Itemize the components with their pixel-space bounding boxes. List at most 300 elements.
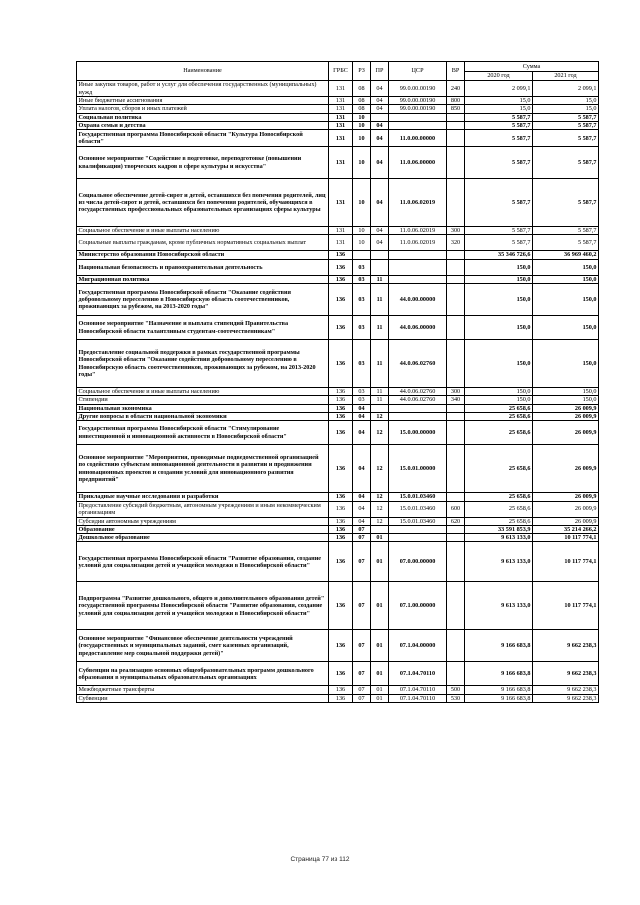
cell-rz: 03 <box>353 388 371 396</box>
cell-vr <box>447 284 465 316</box>
cell-csr: 07.1.00.00000 <box>389 582 447 630</box>
cell-csr <box>389 534 447 542</box>
cell-csr: 07.1.04.70110 <box>389 662 447 686</box>
cell-grbs: 131 <box>329 113 353 121</box>
cell-v2021: 150,0 <box>533 388 599 396</box>
cell-pr: 04 <box>371 105 389 113</box>
cell-csr <box>389 404 447 412</box>
cell-vr: 240 <box>447 81 465 97</box>
cell-rz: 03 <box>353 396 371 404</box>
table-row <box>77 97 599 105</box>
cell-v2020: 5 587,7 <box>465 130 533 147</box>
cell-name: Национальная безопасность и правоохранительная деятельность <box>77 259 329 275</box>
header-sum: Сумма <box>465 62 599 72</box>
cell-v2020: 5 587,7 <box>465 121 533 129</box>
cell-grbs: 136 <box>329 534 353 542</box>
cell-v2020: 9 613 133,0 <box>465 534 533 542</box>
cell-v2021: 150,0 <box>533 340 599 388</box>
cell-vr <box>447 412 465 420</box>
cell-rz: 10 <box>353 147 371 179</box>
cell-v2021: 15,0 <box>533 105 599 113</box>
cell-grbs: 131 <box>329 105 353 113</box>
cell-grbs: 131 <box>329 235 353 251</box>
cell-name: Государственная программа Новосибирской области "Стимулирование инвестиционной и инновационной активности в Новосибирской области" <box>77 421 329 445</box>
cell-v2021: 2 099,1 <box>533 81 599 97</box>
cell-v2020: 25 658,6 <box>465 517 533 525</box>
cell-name: Предоставление субсидий бюджетным, автономным учреждениям и иным некоммерческим организациям <box>77 501 329 517</box>
cell-grbs: 136 <box>329 542 353 582</box>
cell-vr: 320 <box>447 235 465 251</box>
cell-grbs: 136 <box>329 517 353 525</box>
cell-pr: 11 <box>371 396 389 404</box>
cell-rz: 07 <box>353 686 371 694</box>
cell-v2020: 25 658,6 <box>465 445 533 493</box>
cell-name: Прикладные научные исследования и разработки <box>77 493 329 501</box>
cell-name: Образование <box>77 525 329 533</box>
cell-name: Государственная программа Новосибирской области "Культура Новосибирской области" <box>77 130 329 147</box>
cell-vr <box>447 445 465 493</box>
cell-grbs: 136 <box>329 630 353 662</box>
cell-v2020: 2 099,1 <box>465 81 533 97</box>
cell-vr <box>447 582 465 630</box>
cell-rz: 03 <box>353 340 371 388</box>
cell-v2020: 5 587,7 <box>465 235 533 251</box>
cell-vr <box>447 251 465 259</box>
cell-name: Субвенции <box>77 694 329 702</box>
cell-vr <box>447 525 465 533</box>
cell-name: Иные бюджетные ассигнования <box>77 97 329 105</box>
cell-v2020: 5 587,7 <box>465 147 533 179</box>
cell-pr <box>371 113 389 121</box>
cell-grbs: 136 <box>329 445 353 493</box>
cell-pr: 01 <box>371 630 389 662</box>
cell-v2020: 15,0 <box>465 105 533 113</box>
cell-vr <box>447 275 465 283</box>
cell-vr <box>447 259 465 275</box>
cell-pr <box>371 251 389 259</box>
cell-pr: 12 <box>371 412 389 420</box>
cell-csr <box>389 113 447 121</box>
header-vr: ВР <box>447 62 465 81</box>
cell-rz <box>353 251 371 259</box>
cell-rz: 03 <box>353 275 371 283</box>
cell-rz: 07 <box>353 534 371 542</box>
cell-name: Основное мероприятие "Назначение и выплата стипендий Правительства Новосибирской области талантливым студентам-соотечественникам" <box>77 316 329 340</box>
table-row <box>77 130 599 147</box>
cell-grbs: 136 <box>329 396 353 404</box>
cell-csr: 15.0.01.00000 <box>389 445 447 493</box>
cell-rz: 03 <box>353 316 371 340</box>
table-row <box>77 582 599 630</box>
header-year-2020: 2020 год <box>465 72 533 81</box>
cell-pr <box>371 525 389 533</box>
cell-rz: 07 <box>353 525 371 533</box>
cell-v2021: 5 587,7 <box>533 130 599 147</box>
header-csr: ЦСР <box>389 62 447 81</box>
table-row <box>77 534 599 542</box>
cell-csr: 07.1.04.70110 <box>389 686 447 694</box>
table-row <box>77 388 599 396</box>
cell-v2021: 150,0 <box>533 396 599 404</box>
cell-v2021: 9 662 238,3 <box>533 686 599 694</box>
cell-rz: 04 <box>353 493 371 501</box>
cell-grbs: 131 <box>329 130 353 147</box>
page-number: Страница 77 из 112 <box>290 856 350 863</box>
cell-csr <box>389 275 447 283</box>
cell-name: Стипендии <box>77 396 329 404</box>
cell-pr: 04 <box>371 97 389 105</box>
cell-rz: 10 <box>353 179 371 227</box>
table-row <box>77 179 599 227</box>
cell-name: Субсидии автономным учреждениям <box>77 517 329 525</box>
cell-rz: 03 <box>353 259 371 275</box>
cell-csr: 99.0.00.00190 <box>389 81 447 97</box>
cell-grbs: 136 <box>329 582 353 630</box>
cell-v2021: 26 009,9 <box>533 421 599 445</box>
cell-vr <box>447 534 465 542</box>
cell-v2021: 26 009,9 <box>533 445 599 493</box>
cell-csr: 07.1.04.70110 <box>389 694 447 702</box>
cell-v2021: 9 662 238,3 <box>533 694 599 702</box>
cell-v2021: 5 587,7 <box>533 147 599 179</box>
cell-csr: 11.0.06.02019 <box>389 227 447 235</box>
cell-rz: 04 <box>353 412 371 420</box>
table-row <box>77 493 599 501</box>
cell-pr: 04 <box>371 235 389 251</box>
cell-grbs: 136 <box>329 662 353 686</box>
table-row <box>77 316 599 340</box>
cell-grbs: 131 <box>329 147 353 179</box>
cell-grbs: 136 <box>329 421 353 445</box>
cell-csr: 44.0.06.02760 <box>389 388 447 396</box>
table-row <box>77 81 599 97</box>
table-row <box>77 694 599 702</box>
cell-vr: 300 <box>447 227 465 235</box>
cell-vr: 850 <box>447 105 465 113</box>
cell-name: Дошкольное образование <box>77 534 329 542</box>
cell-rz: 04 <box>353 421 371 445</box>
cell-csr: 11.0.06.00000 <box>389 147 447 179</box>
cell-name: Государственная программа Новосибирской области "Развитие образования, создание условий для социализации детей и учащейся молодежи в Новосибирской области" <box>77 542 329 582</box>
table-row <box>77 412 599 420</box>
cell-vr <box>447 542 465 582</box>
cell-name: Субвенции на реализацию основных общеобразовательных программ дошкольного образования в муниципальных образовательных организациях <box>77 662 329 686</box>
cell-pr: 11 <box>371 284 389 316</box>
table-row <box>77 542 599 582</box>
cell-name: Уплата налогов, сборов и иных платежей <box>77 105 329 113</box>
cell-rz: 08 <box>353 81 371 97</box>
cell-pr: 04 <box>371 81 389 97</box>
cell-pr: 11 <box>371 316 389 340</box>
cell-v2021: 9 662 238,3 <box>533 662 599 686</box>
cell-pr: 04 <box>371 130 389 147</box>
budget-table <box>76 61 599 703</box>
cell-name: Министерство образования Новосибирской области <box>77 251 329 259</box>
cell-rz: 07 <box>353 630 371 662</box>
cell-v2021: 15,0 <box>533 97 599 105</box>
cell-pr: 01 <box>371 534 389 542</box>
cell-pr: 11 <box>371 340 389 388</box>
cell-v2021: 26 009,9 <box>533 412 599 420</box>
cell-grbs: 136 <box>329 412 353 420</box>
cell-v2021: 10 117 774,1 <box>533 542 599 582</box>
cell-v2020: 25 658,6 <box>465 501 533 517</box>
cell-rz: 10 <box>353 130 371 147</box>
cell-vr <box>447 130 465 147</box>
cell-name: Основное мероприятие "Мероприятия, проводимые подведомственной организацией по содействию субъектам инновационной деятельности в развитии и продвижении инновационных проектов и создании условий для инновационного развития предприятий" <box>77 445 329 493</box>
cell-v2020: 5 587,7 <box>465 113 533 121</box>
cell-grbs: 136 <box>329 525 353 533</box>
cell-vr <box>447 662 465 686</box>
cell-v2020: 150,0 <box>465 275 533 283</box>
cell-rz: 10 <box>353 121 371 129</box>
cell-csr <box>389 121 447 129</box>
cell-rz: 04 <box>353 517 371 525</box>
table-row <box>77 501 599 517</box>
cell-v2020: 9 166 683,8 <box>465 662 533 686</box>
cell-pr: 01 <box>371 542 389 582</box>
cell-vr <box>447 316 465 340</box>
cell-name: Социальное обеспечение детей-сирот и детей, оставшихся без попечения родителей, лиц из числа детей-сирот и детей, оставшихся без попечения родителей, обучающихся в государственных профессиональных образовательных организациях сферы культуры <box>77 179 329 227</box>
cell-v2020: 150,0 <box>465 396 533 404</box>
cell-pr: 01 <box>371 686 389 694</box>
table-row <box>77 396 599 404</box>
header-rz: РЗ <box>353 62 371 81</box>
cell-pr <box>371 259 389 275</box>
cell-v2020: 9 166 683,8 <box>465 686 533 694</box>
cell-v2021: 5 587,7 <box>533 121 599 129</box>
cell-v2020: 25 658,6 <box>465 421 533 445</box>
cell-pr: 12 <box>371 493 389 501</box>
cell-v2020: 150,0 <box>465 284 533 316</box>
cell-csr: 15.0.01.03460 <box>389 501 447 517</box>
cell-v2020: 150,0 <box>465 316 533 340</box>
table-row <box>77 517 599 525</box>
cell-v2020: 5 587,7 <box>465 227 533 235</box>
cell-v2020: 25 658,6 <box>465 412 533 420</box>
cell-pr: 01 <box>371 694 389 702</box>
table-row <box>77 113 599 121</box>
cell-grbs: 131 <box>329 227 353 235</box>
cell-grbs: 131 <box>329 179 353 227</box>
cell-v2021: 26 009,9 <box>533 493 599 501</box>
cell-v2021: 26 009,9 <box>533 501 599 517</box>
cell-name: Социальное обеспечение и иные выплаты населению <box>77 388 329 396</box>
cell-v2021: 26 009,9 <box>533 404 599 412</box>
cell-csr: 11.0.06.02019 <box>389 235 447 251</box>
cell-v2020: 9 166 683,8 <box>465 630 533 662</box>
cell-pr: 11 <box>371 275 389 283</box>
cell-v2021: 36 969 460,2 <box>533 251 599 259</box>
cell-pr: 04 <box>371 179 389 227</box>
table-row <box>77 147 599 179</box>
cell-v2020: 150,0 <box>465 340 533 388</box>
table-row <box>77 235 599 251</box>
cell-rz: 04 <box>353 404 371 412</box>
header-year-2021: 2021 год <box>533 72 599 81</box>
cell-grbs: 136 <box>329 686 353 694</box>
cell-v2021: 5 587,7 <box>533 235 599 251</box>
cell-v2021: 5 587,7 <box>533 227 599 235</box>
cell-v2021: 9 662 238,3 <box>533 630 599 662</box>
cell-csr: 11.0.00.00000 <box>389 130 447 147</box>
header-grbs: ГРБС <box>329 62 353 81</box>
table-body <box>77 81 599 703</box>
cell-grbs: 131 <box>329 81 353 97</box>
cell-name: Основное мероприятие "Содействие в подготовке, переподготовке (повышении квалификации) творческих кадров в сфере культуры и искусства" <box>77 147 329 179</box>
cell-csr <box>389 412 447 420</box>
cell-name: Социальная политика <box>77 113 329 121</box>
cell-rz: 10 <box>353 227 371 235</box>
cell-pr: 12 <box>371 445 389 493</box>
cell-v2021: 150,0 <box>533 275 599 283</box>
cell-rz: 03 <box>353 284 371 316</box>
table-row <box>77 525 599 533</box>
cell-grbs: 136 <box>329 259 353 275</box>
cell-v2020: 15,0 <box>465 97 533 105</box>
cell-vr: 600 <box>447 501 465 517</box>
cell-pr: 04 <box>371 147 389 179</box>
cell-v2021: 150,0 <box>533 316 599 340</box>
cell-v2020: 9 613 133,0 <box>465 542 533 582</box>
cell-rz: 04 <box>353 501 371 517</box>
cell-vr <box>447 404 465 412</box>
cell-name: Социальные выплаты гражданам, кроме публичных нормативных социальных выплат <box>77 235 329 251</box>
cell-grbs: 136 <box>329 404 353 412</box>
cell-pr: 11 <box>371 388 389 396</box>
cell-vr <box>447 493 465 501</box>
cell-rz: 10 <box>353 113 371 121</box>
cell-grbs: 136 <box>329 388 353 396</box>
cell-vr <box>447 630 465 662</box>
cell-rz: 07 <box>353 694 371 702</box>
cell-v2021: 26 009,9 <box>533 517 599 525</box>
cell-pr: 12 <box>371 517 389 525</box>
cell-name: Основное мероприятие "Финансовое обеспечение деятельности учреждений (государственных и муниципальных заданий, смет казенных организаций, предоставление мер социальной поддержки детей)" <box>77 630 329 662</box>
cell-vr <box>447 340 465 388</box>
cell-v2021: 35 214 266,2 <box>533 525 599 533</box>
cell-vr <box>447 121 465 129</box>
cell-v2020: 150,0 <box>465 388 533 396</box>
table-row <box>77 421 599 445</box>
cell-v2020: 150,0 <box>465 259 533 275</box>
cell-vr <box>447 421 465 445</box>
cell-csr: 15.0.01.03460 <box>389 493 447 501</box>
cell-name: Другие вопросы в области национальной экономики <box>77 412 329 420</box>
cell-grbs: 136 <box>329 284 353 316</box>
cell-grbs: 136 <box>329 275 353 283</box>
cell-rz: 04 <box>353 445 371 493</box>
cell-grbs: 131 <box>329 97 353 105</box>
cell-rz: 08 <box>353 97 371 105</box>
cell-v2020: 35 346 726,6 <box>465 251 533 259</box>
cell-csr: 99.0.00.00190 <box>389 97 447 105</box>
cell-csr <box>389 251 447 259</box>
table-row <box>77 686 599 694</box>
cell-name: Национальная экономика <box>77 404 329 412</box>
cell-csr <box>389 259 447 275</box>
cell-name: Предоставление социальной поддержки в рамках государственной программы Новосибирской области "Оказание содействия добровольному переселению в Новосибирскую область соотечественников, проживающих за рубежом, на 2013-2020 годы" <box>77 340 329 388</box>
cell-name: Миграционная политика <box>77 275 329 283</box>
cell-pr: 01 <box>371 662 389 686</box>
cell-grbs: 136 <box>329 251 353 259</box>
cell-v2021: 5 587,7 <box>533 179 599 227</box>
cell-csr: 07.1.04.00000 <box>389 630 447 662</box>
cell-pr: 12 <box>371 421 389 445</box>
cell-vr <box>447 113 465 121</box>
cell-vr <box>447 147 465 179</box>
cell-v2021: 10 117 774,1 <box>533 582 599 630</box>
cell-csr <box>389 525 447 533</box>
cell-name: Охрана семьи и детства <box>77 121 329 129</box>
cell-grbs: 136 <box>329 493 353 501</box>
cell-csr: 11.0.06.02019 <box>389 179 447 227</box>
cell-csr: 99.0.00.00190 <box>389 105 447 113</box>
header-name: Наименование <box>77 62 329 81</box>
table-row <box>77 630 599 662</box>
cell-csr: 44.0.00.00000 <box>389 284 447 316</box>
cell-v2020: 25 658,6 <box>465 404 533 412</box>
cell-pr <box>371 404 389 412</box>
cell-csr: 44.0.06.00000 <box>389 316 447 340</box>
header-pr: ПР <box>371 62 389 81</box>
cell-v2020: 9 613 133,0 <box>465 582 533 630</box>
cell-grbs: 136 <box>329 340 353 388</box>
cell-grbs: 131 <box>329 121 353 129</box>
table-row <box>77 284 599 316</box>
cell-name: Межбюджетные трансферты <box>77 686 329 694</box>
cell-v2021: 10 117 774,1 <box>533 534 599 542</box>
table-row <box>77 662 599 686</box>
table-row <box>77 445 599 493</box>
cell-pr: 04 <box>371 121 389 129</box>
cell-pr: 01 <box>371 582 389 630</box>
cell-vr: 620 <box>447 517 465 525</box>
cell-vr: 300 <box>447 388 465 396</box>
cell-pr: 12 <box>371 501 389 517</box>
table-row <box>77 251 599 259</box>
table-row <box>77 259 599 275</box>
budget-table-sheet <box>76 61 599 703</box>
cell-grbs: 136 <box>329 316 353 340</box>
cell-grbs: 136 <box>329 694 353 702</box>
cell-v2021: 150,0 <box>533 284 599 316</box>
cell-csr: 44.0.06.02760 <box>389 340 447 388</box>
table-row <box>77 105 599 113</box>
cell-v2020: 5 587,7 <box>465 179 533 227</box>
table-row <box>77 404 599 412</box>
cell-vr: 800 <box>447 97 465 105</box>
cell-v2020: 9 166 683,8 <box>465 694 533 702</box>
cell-vr <box>447 179 465 227</box>
cell-name: Подпрограмма "Развитие дошкольного, общего и дополнительного образования детей" государственной программы Новосибирской области "Развитие образования, создание условий для социализации детей и учащейся молодежи в Новосибирской области" <box>77 582 329 630</box>
cell-csr: 07.0.00.00000 <box>389 542 447 582</box>
table-row <box>77 340 599 388</box>
cell-name: Социальное обеспечение и иные выплаты населению <box>77 227 329 235</box>
cell-vr: 530 <box>447 694 465 702</box>
cell-v2021: 5 587,7 <box>533 113 599 121</box>
table-row <box>77 121 599 129</box>
cell-pr: 04 <box>371 227 389 235</box>
cell-rz: 07 <box>353 582 371 630</box>
cell-rz: 10 <box>353 235 371 251</box>
cell-v2021: 150,0 <box>533 259 599 275</box>
cell-name: Государственная программа Новосибирской области "Оказание содействия добровольному переселению в Новосибирскую область соотечественников, проживающих за рубежом, на 2013-2020 годы" <box>77 284 329 316</box>
cell-v2020: 33 591 853,9 <box>465 525 533 533</box>
cell-v2020: 25 658,6 <box>465 493 533 501</box>
cell-csr: 15.0.01.03460 <box>389 517 447 525</box>
cell-vr: 340 <box>447 396 465 404</box>
